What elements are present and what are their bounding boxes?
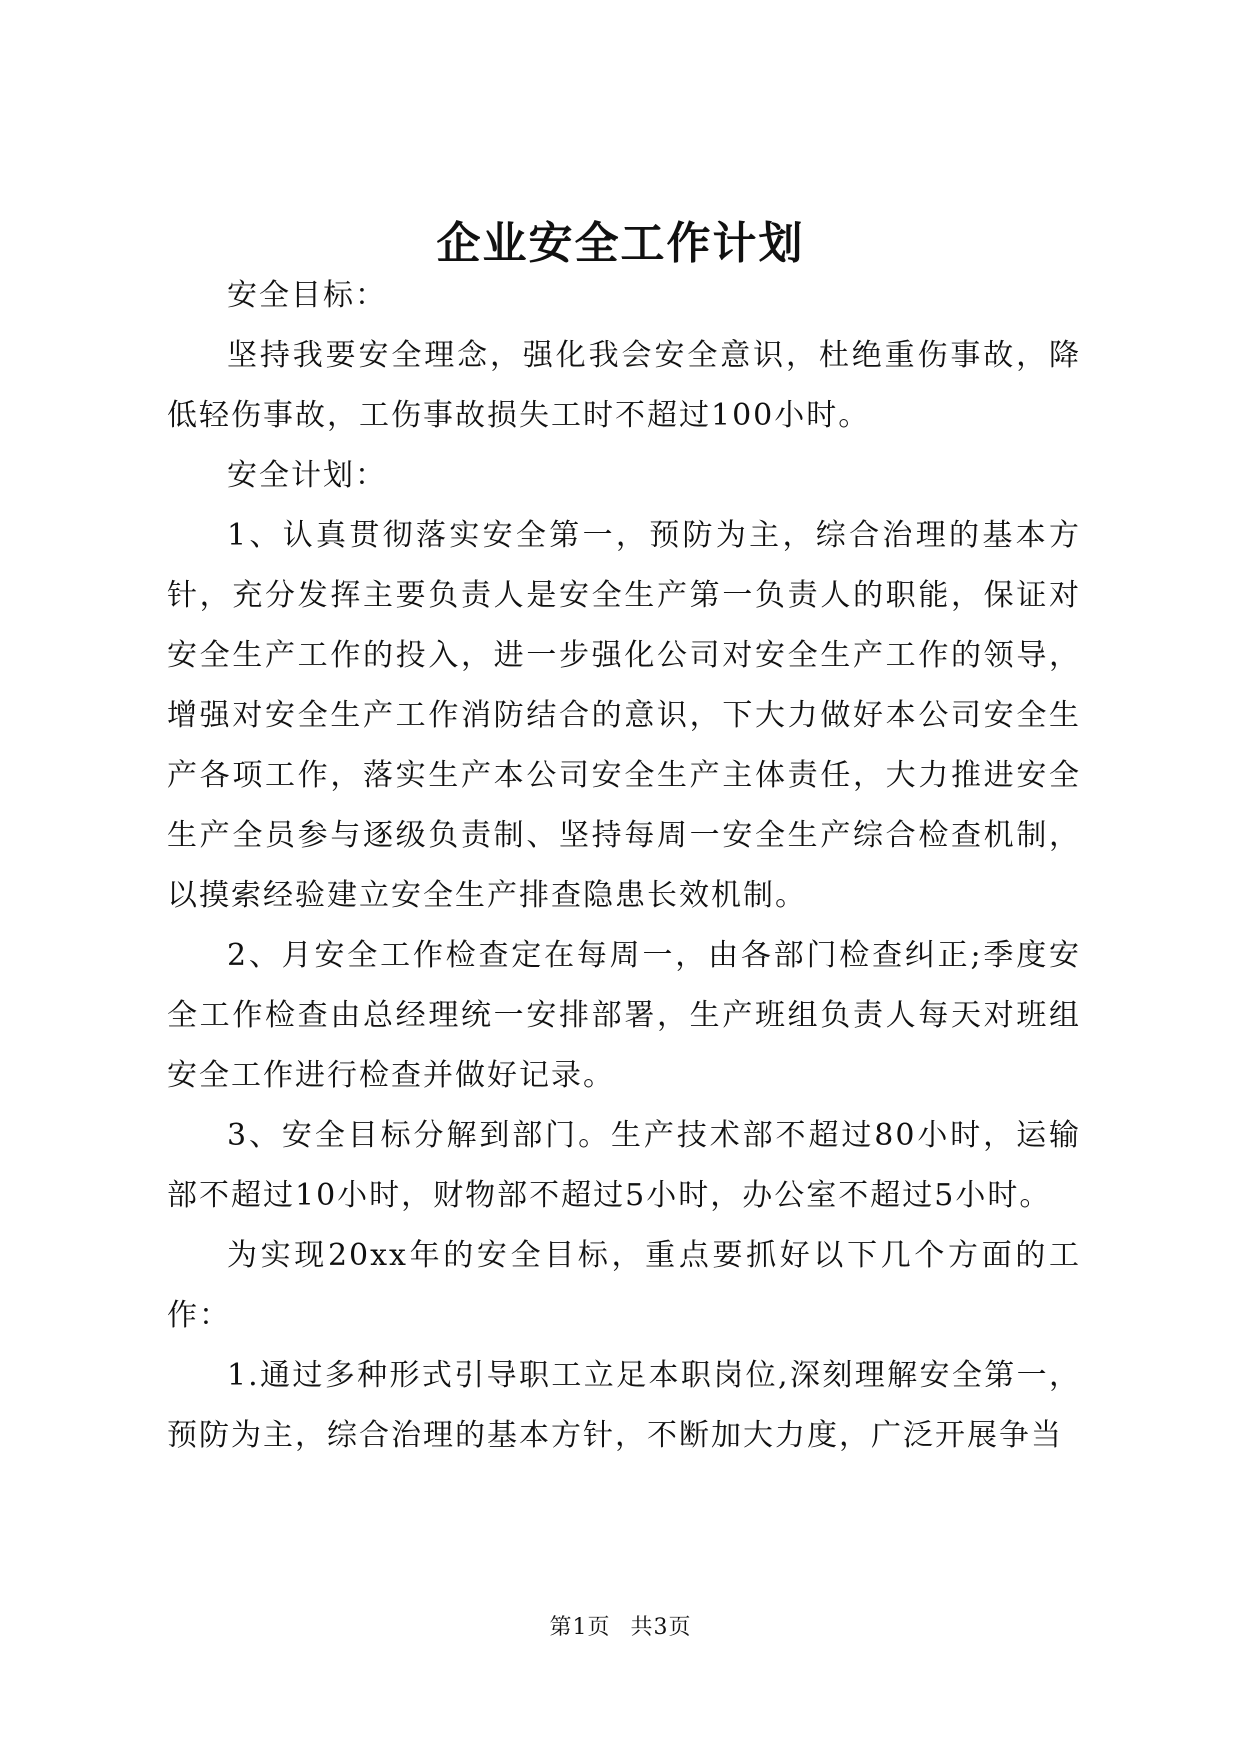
- paragraph-plan-item-2: 2、月安全工作检查定在每周一，由各部门检查纠正;季度安全工作检查由总经理统一安排部署，生产班组负责人每天对班组安全工作进行检查并做好记录。: [167, 938, 1081, 1093]
- page-total: 共3页: [630, 1615, 692, 1640]
- page-footer: [0, 1610, 1241, 1641]
- paragraph-work-focus-item-1: 1.通过多种形式引导职工立足本职岗位,深刻理解安全第一，预防为主，综合治理的基本方针，不断加大力度，广泛开展争当: [167, 1358, 1081, 1453]
- document-body: [167, 266, 1081, 1466]
- paragraph-work-focus-intro: 为实现20xx年的安全目标，重点要抓好以下几个方面的工作：: [167, 1238, 1081, 1333]
- paragraph-plan-item-3: 3、安全目标分解到部门。生产技术部不超过80小时，运输部不超过10小时，财物部不超过5小时，办公室不超过5小时。: [167, 1118, 1081, 1213]
- document-title: 企业安全工作计划: [436, 218, 805, 269]
- paragraph-safety-plan-heading: 安全计划：: [227, 458, 387, 493]
- paragraph-safety-goal-heading: 安全目标：: [227, 278, 387, 313]
- paragraph-plan-item-1: 1、认真贯彻落实安全第一，预防为主，综合治理的基本方针，充分发挥主要负责人是安全生产第一负责人的职能，保证对安全生产工作的投入，进一步强化公司对安全生产工作的领导，增强对安全生产工作消防结合的意识，下大力做好本公司安全生产各项工作，落实生产本公司安全生产主体责任，大力推进安全生产全员参与逐级负责制、坚持每周一安全生产综合检查机制，以摸索经验建立安全生产排查隐患长效机制。: [167, 518, 1081, 913]
- page-number: 第1页: [549, 1615, 611, 1640]
- paragraph-safety-goal: 坚持我要安全理念，强化我会安全意识，杜绝重伤事故，降低轻伤事故，工伤事故损失工时不超过100小时。: [167, 338, 1081, 433]
